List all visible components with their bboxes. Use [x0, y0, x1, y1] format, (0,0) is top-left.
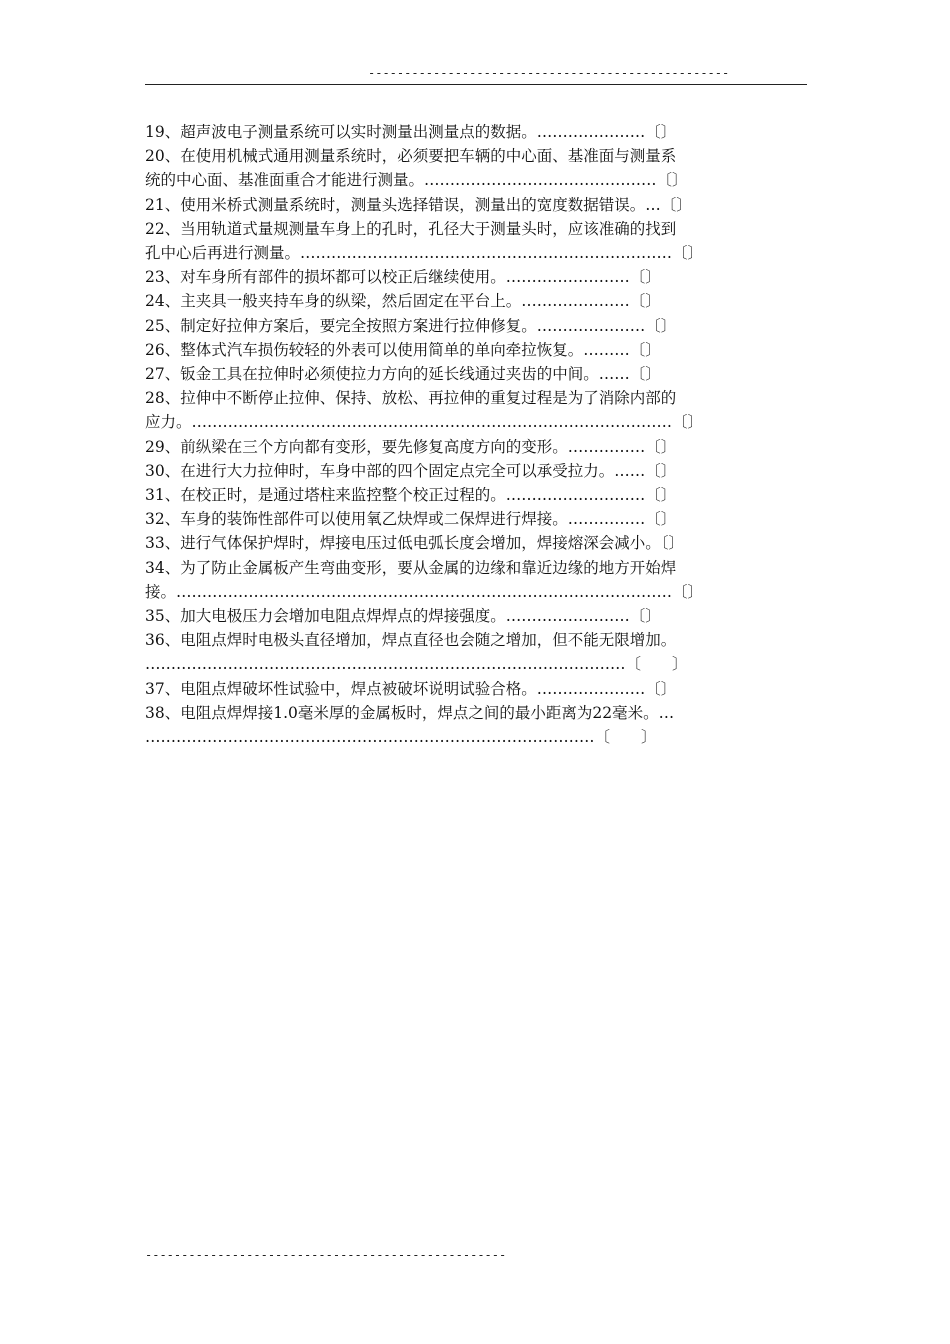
question-21-line-2: 〕 [676, 195, 692, 214]
question-20-line-2: 统的中心面、基准面重合才能进行测量。………………………………………〔 [145, 171, 673, 190]
question-20-line-1: 20、在使用机械式通用测量系统时，必须要把车辆的中心面、基准面与测量系 [145, 147, 677, 166]
question-24 [145, 289, 805, 313]
question-19-line-2: 〕 [660, 123, 677, 141]
question-34-line-1: 34、为了防止金属板产生弯曲变形，要从金属的边缘和靠近边缘的地方开始焊 [145, 558, 677, 577]
question-37-line-2: 〕 [660, 679, 677, 698]
question-34 [145, 556, 805, 604]
question-30 [145, 459, 805, 483]
question-24-line-2: 〕 [645, 292, 661, 311]
question-37-line-1: 37、电阻点焊破坏性试验中，焊点被破坏说明试验合格。…………………〔 [145, 679, 661, 698]
question-32-line-1: 32、车身的装饰性部件可以使用氧乙炔焊或二保焊进行焊接。……………〔 [145, 510, 661, 529]
question-38-line-1: 38、电阻点焊焊接1.0毫米厚的金属板时，焊点之间的最小距离为22毫米。… [145, 703, 675, 722]
question-32 [145, 507, 805, 531]
question-19 [145, 120, 805, 144]
question-37 [145, 677, 805, 701]
question-36 [145, 628, 805, 676]
question-27-line-1: 27、钣金工具在拉伸时必须使拉力方向的延长线通过夹齿的中间。……〔 [145, 365, 646, 384]
question-27 [145, 362, 805, 386]
question-35-line-1: 35、加大电极压力会增加电阻点焊焊点的焊接强度。……………………〔 [145, 607, 646, 626]
question-35 [145, 604, 805, 628]
question-20 [145, 144, 805, 192]
question-35-line-2: 〕 [645, 607, 661, 626]
question-38-line-2: ……………………………………………………………………………〔 〕 [145, 728, 657, 747]
question-22-line-1: 22、当用轨道式量规测量车身上的孔时，孔径大于测量头时，应该准确的找到 [145, 219, 677, 238]
question-26 [145, 338, 805, 362]
question-28-line-3: 〕 [687, 413, 704, 432]
question-20-line-3: 〕 [672, 171, 688, 190]
question-38 [145, 701, 805, 749]
question-26-line-1: 26、整体式汽车损伤较轻的外表可以使用简单的单向牵拉恢复。………〔 [145, 340, 646, 359]
footer-dashes: -------------------------------------------------- [145, 1248, 507, 1262]
question-34-line-2: 接。……………………………………………………………………………………〔 [145, 582, 688, 601]
question-31 [145, 483, 805, 507]
question-31-line-2: 〕 [660, 486, 677, 505]
question-21-line-1: 21、使用米桥式测量系统时，测量头选择错误，测量出的宽度数据错误。…〔 [145, 195, 677, 214]
question-28 [145, 386, 805, 434]
question-27-line-2: 〕 [645, 365, 661, 384]
question-29-line-2: 〕 [660, 437, 677, 456]
question-36-line-2: …………………………………………………………………………………〔 〕 [145, 655, 688, 674]
question-25-line-1: 25、制定好拉伸方案后，要完全按照方案进行拉伸修复。…………………〔 [145, 316, 661, 335]
question-36-line-1: 36、电阻点焊时电极头直径增加，焊点直径也会随之增加，但不能无限增加。 [145, 631, 677, 650]
question-33 [145, 531, 805, 555]
question-list [145, 120, 805, 749]
question-33-line-2: 〕 [668, 534, 684, 553]
question-26-line-2: 〕 [645, 340, 661, 359]
question-22 [145, 217, 805, 265]
question-22-line-3: 〕 [687, 244, 704, 263]
question-23-line-2: 〕 [645, 268, 661, 287]
question-24-line-1: 24、主夹具一般夹持车身的纵梁，然后固定在平台上。…………………〔 [145, 292, 646, 311]
question-25 [145, 314, 805, 338]
question-19-line-1: 19、超声波电子测量系统可以实时测量出测量点的数据。…………………〔 [145, 123, 661, 141]
question-22-line-2: 孔中心后再进行测量。………………………………………………………………〔 [145, 244, 688, 263]
question-30-line-1: 30、在进行大力拉伸时，车身中部的四个固定点完全可以承受拉力。……〔 [145, 461, 661, 480]
question-31-line-1: 31、在校正时，是通过塔柱来监控整个校正过程的。………………………〔 [145, 486, 661, 505]
question-28-line-2: 应力。…………………………………………………………………………………〔 [145, 413, 688, 432]
question-30-line-2: 〕 [660, 461, 677, 480]
question-29-line-1: 29、前纵梁在三个方向都有变形，要先修复高度方向的变形。……………〔 [145, 437, 661, 456]
question-23-line-1: 23、对车身所有部件的损坏都可以校正后继续使用。……………………〔 [145, 268, 646, 287]
question-25-line-2: 〕 [660, 316, 677, 335]
question-29 [145, 435, 805, 459]
question-23 [145, 265, 805, 289]
header-dashes: -------------------------------------------------- [368, 66, 730, 80]
question-28-line-1: 28、拉伸中不断停止拉伸、保持、放松、再拉伸的重复过程是为了消除内部的 [145, 389, 677, 408]
question-34-line-3: 〕 [687, 582, 704, 601]
question-32-line-2: 〕 [660, 510, 677, 529]
header-rule [145, 84, 807, 85]
question-21 [145, 193, 805, 217]
question-33-line-1: 33、进行气体保护焊时，焊接电压过低电弧长度会增加，焊接熔深会减小。〔 [145, 534, 669, 553]
